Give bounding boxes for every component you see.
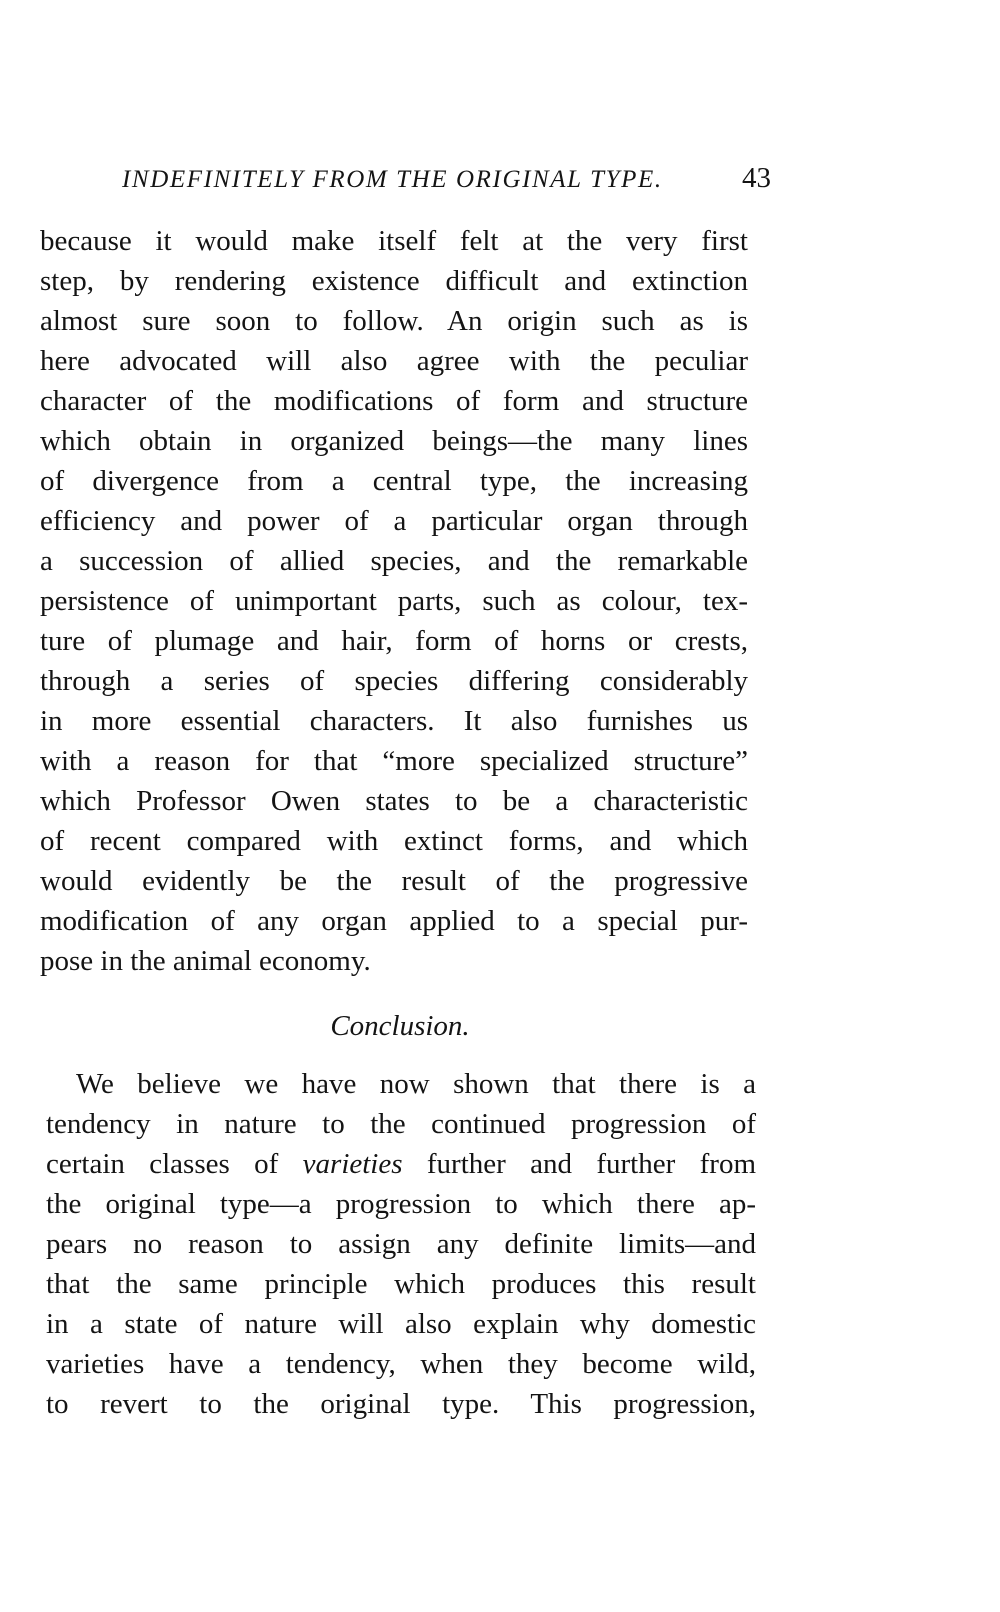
text-line: because it would make itself felt at the very first xyxy=(40,225,748,257)
text-line: of divergence from a central type, the increasing xyxy=(40,465,748,497)
text-line: character of the modifications of form and structure xyxy=(40,385,748,417)
text-line-with-italic xyxy=(46,1144,756,1184)
text-line: pears no reason to assign any definite limits—and xyxy=(46,1228,756,1260)
text-line: in more essential characters. It also furnishes us xyxy=(40,705,748,737)
text-line: tendency in nature to the continued progression of xyxy=(46,1108,756,1140)
text-line: a succession of allied species, and the remarkable xyxy=(40,545,748,577)
text-line: ture of plumage and hair, form of horns or crests, xyxy=(40,625,748,657)
running-head-title: INDEFINITELY FROM THE ORIGINAL TYPE. xyxy=(122,166,663,193)
text-line: that the same principle which produces this result xyxy=(46,1268,756,1300)
text-line: efficiency and power of a particular organ through xyxy=(40,505,748,537)
text-line: would evidently be the result of the progressive xyxy=(40,865,748,897)
text-segment: certain classes of xyxy=(46,1148,279,1180)
paragraph-2 xyxy=(46,1064,756,1424)
paragraph-1 xyxy=(40,221,748,981)
text-line: through a series of species differing considerably xyxy=(40,665,748,697)
text-line: to revert to the original type. This progression, xyxy=(46,1388,756,1420)
text-line: which Professor Owen states to be a characteristic xyxy=(40,785,748,817)
text-line: here advocated will also agree with the peculiar xyxy=(40,345,748,377)
italic-word: varieties xyxy=(302,1148,403,1180)
text-line: We believe we have now shown that there is a xyxy=(76,1068,756,1100)
section-heading: Conclusion. xyxy=(330,1010,470,1042)
text-line: with a reason for that “more specialized structure” xyxy=(40,745,748,777)
page-number: 43 xyxy=(742,162,771,194)
text-line: modification of any organ applied to a special pur- xyxy=(40,905,748,937)
text-line: in a state of nature will also explain why domestic xyxy=(46,1308,756,1340)
text-segment: further and further from xyxy=(426,1148,756,1180)
text-line: almost sure soon to follow. An origin such as is xyxy=(40,305,748,337)
text-line: step, by rendering existence difficult and extinction xyxy=(40,265,748,297)
text-line: varieties have a tendency, when they become wild, xyxy=(46,1348,756,1380)
text-line: the original type—a progression to which there ap- xyxy=(46,1188,756,1220)
text-line: pose in the animal economy. xyxy=(40,945,371,977)
text-line: of recent compared with extinct forms, and which xyxy=(40,825,748,857)
text-line: which obtain in organized beings—the many lines xyxy=(40,425,748,457)
text-line: persistence of unimportant parts, such as colour, tex- xyxy=(40,585,748,617)
